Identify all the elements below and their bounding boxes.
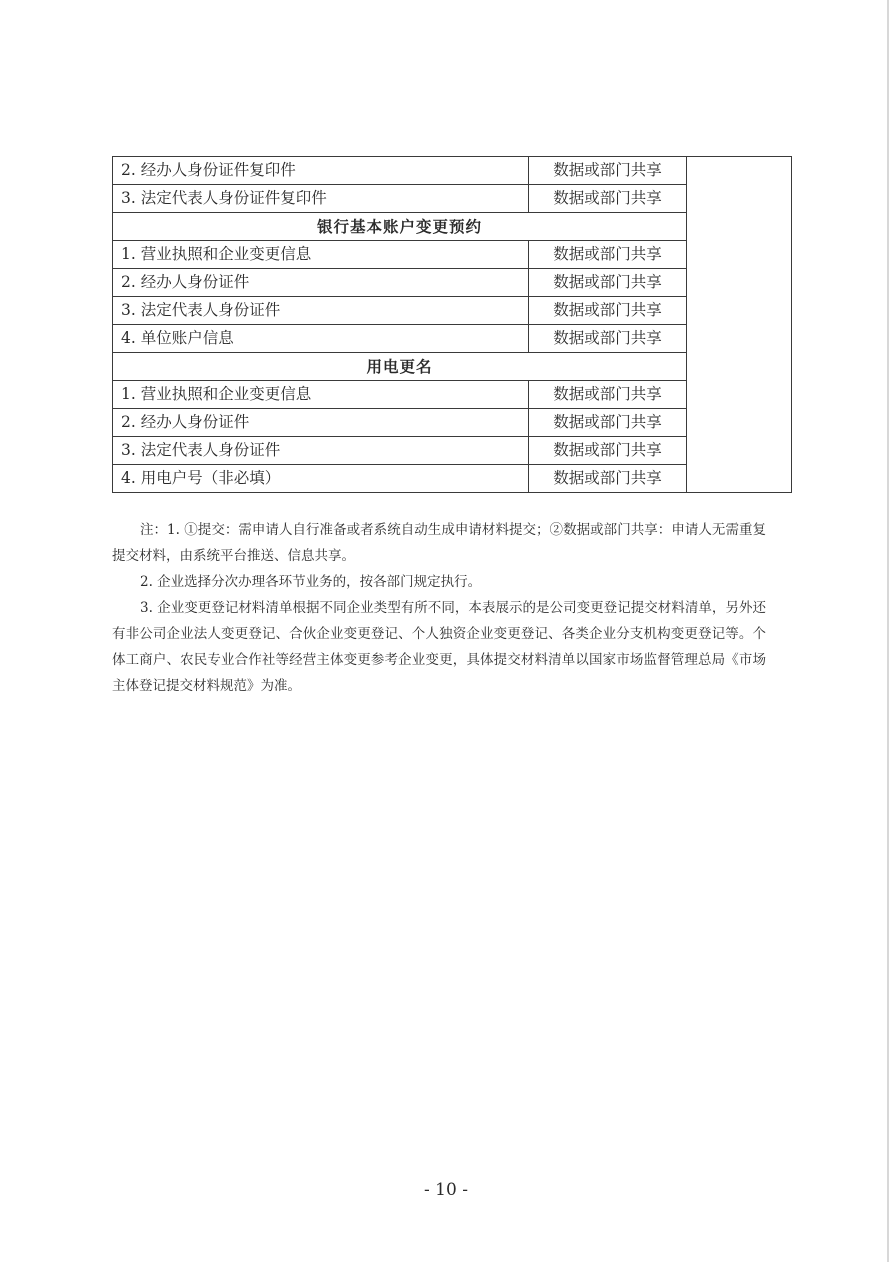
section-title-bank: 银行基本账户变更预约 [113, 213, 687, 241]
submission-mode-cell: 数据或部门共享 [529, 325, 687, 353]
materials-table [112, 156, 792, 493]
material-cell: 2. 经办人身份证件复印件 [113, 157, 529, 185]
merged-blank-column [687, 157, 792, 493]
submission-mode-cell: 数据或部门共享 [529, 409, 687, 437]
submission-mode-cell: 数据或部门共享 [529, 241, 687, 269]
submission-mode-cell: 数据或部门共享 [529, 381, 687, 409]
material-cell: 2. 经办人身份证件 [113, 409, 529, 437]
submission-mode-cell: 数据或部门共享 [529, 269, 687, 297]
material-cell: 1. 营业执照和企业变更信息 [113, 381, 529, 409]
submission-mode-cell: 数据或部门共享 [529, 465, 687, 493]
submission-mode-cell: 数据或部门共享 [529, 437, 687, 465]
material-cell: 3. 法定代表人身份证件复印件 [113, 185, 529, 213]
submission-mode-cell: 数据或部门共享 [529, 297, 687, 325]
material-cell: 2. 经办人身份证件 [113, 269, 529, 297]
note-1: 注：1. ①提交：需申请人自行准备或者系统自动生成申请材料提交；②数据或部门共享：申请人无需重复提交材料，由系统平台推送、信息共享。 [112, 522, 766, 564]
table-row [113, 157, 792, 185]
material-cell: 4. 单位账户信息 [113, 325, 529, 353]
section-title-power: 用电更名 [113, 353, 687, 381]
submission-mode-cell: 数据或部门共享 [529, 157, 687, 185]
note-3: 3. 企业变更登记材料清单根据不同企业类型有所不同，本表展示的是公司变更登记提交材料清单，另外还有非公司企业法人变更登记、合伙企业变更登记、个人独资企业变更登记、各类企业分支机构变更登记等。个体工商户、农民专业合作社等经营主体变更参考企业变更，具体提交材料清单以国家市场监督管理总局《市场主体登记提交材料规范》为准。 [112, 600, 766, 694]
note-2: 2. 企业选择分次办理各环节业务的，按各部门规定执行。 [140, 574, 482, 590]
material-cell: 4. 用电户号（非必填） [113, 465, 529, 493]
footnotes [112, 517, 766, 699]
page-number: - 10 - [424, 1180, 468, 1200]
material-cell: 3. 法定代表人身份证件 [113, 297, 529, 325]
material-cell: 3. 法定代表人身份证件 [113, 437, 529, 465]
scan-edge [887, 0, 889, 1262]
submission-mode-cell: 数据或部门共享 [529, 185, 687, 213]
material-cell: 1. 营业执照和企业变更信息 [113, 241, 529, 269]
